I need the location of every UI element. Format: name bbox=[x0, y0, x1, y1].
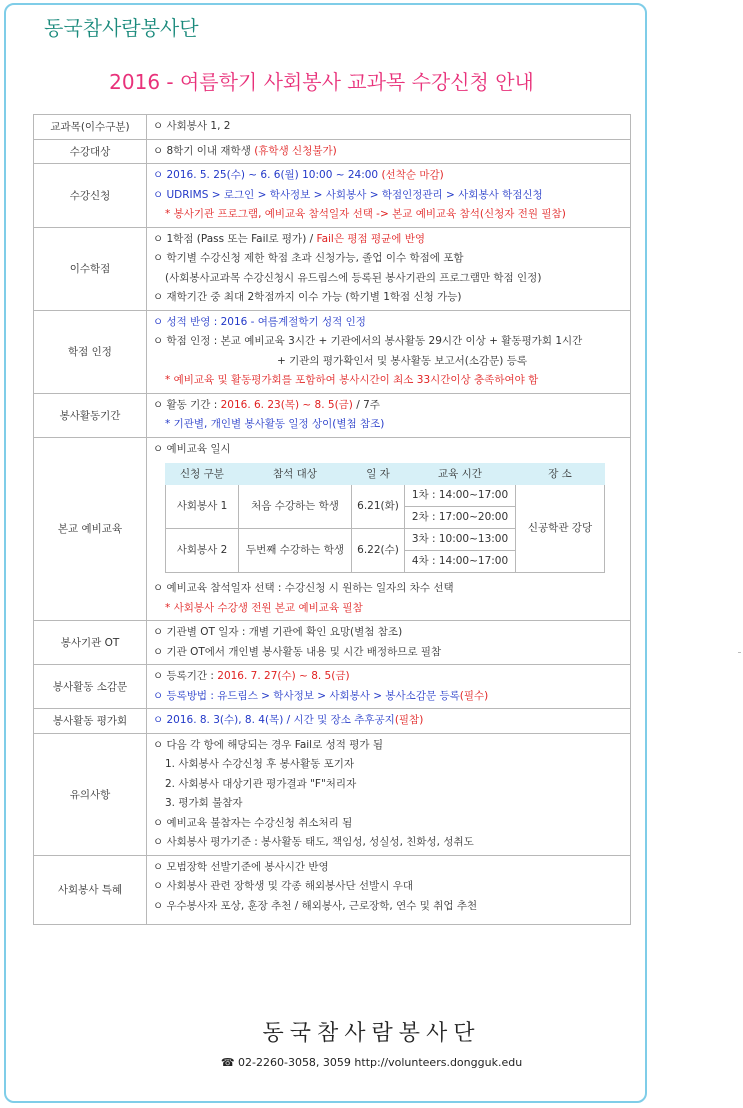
page-title: 2016 - 여름학기 사회봉사 교과목 수강신청 안내 bbox=[109, 70, 534, 94]
telephone-icon: ☎ 02-2260-3058, 3059 http://volunteers.dongguk.edu bbox=[220, 1056, 523, 1069]
schedule-header-row bbox=[166, 464, 605, 485]
decorative-tick bbox=[738, 652, 741, 653]
udrims-path: ㅇ UDRIMS > 로그인 > 학사정보 > 사회봉사 > 학점인정관리 > 사회봉사 학점신청 bbox=[153, 188, 543, 201]
col-header: 장 소 bbox=[516, 464, 605, 485]
row-label: 수강대상 bbox=[34, 139, 147, 164]
table-row: 봉사활동 평가회 ㅇ 2016. 8. 3(수), 8. 4(목) / 시간 및 장소 추후공지(필참) bbox=[34, 709, 631, 734]
table-row: 수강대상 ㅇ 8학기 이내 재학생 (휴학생 신청불가) bbox=[34, 139, 631, 164]
table-row: 봉사활동기간 ㅇ 활동 기간 : 2016. 6. 23(목) ~ 8. 5(금) / 7주 * 기관별, 개인별 봉사활동 일정 상이(별첨 참조) bbox=[34, 393, 631, 437]
col-header: 신청 구분 bbox=[166, 464, 239, 485]
row-label: 수강신청 bbox=[34, 164, 147, 228]
venue: 신공학관 강당 bbox=[516, 485, 605, 573]
org-name-bottom: 동국참사람봉사단 bbox=[262, 1021, 481, 1046]
org-name-top: 동국참사람봉사단 bbox=[44, 16, 199, 40]
table-row: 본교 예비교육 ㅇ 예비교육 일시 신청 구분 참석 대상 일 자 교육 시간 장 소 사회봉사 1 처음 수강하는 학생 6.21(화) 1차 : 14:00~17:00 신공학관 강당 2차 : 17:00~20:00 사회봉사 2 두번째 수강하는 학생 6.22(수) 3차 : 10:00~13:00 4차 : 14:00~17:00 ㅇ 예비교육 참석일자 선택 : 수강신청 시 원하는 일자의 차수 선택 * 사회봉사 수강생 전원 본교 예비교육 필참 bbox=[34, 437, 631, 621]
table-row: 사회봉사 2 두번째 수강하는 학생 6.22(수) 3차 : 10:00~13:00 bbox=[166, 529, 605, 551]
row-label: 이수학점 bbox=[34, 227, 147, 310]
row-label: 봉사활동기간 bbox=[34, 393, 147, 437]
table-row bbox=[34, 115, 631, 140]
table-row: 유의사항 ㅇ 다음 각 항에 해당되는 경우 Fail로 성적 평가 됨 1. 사회봉사 수강신청 후 봉사활동 포기자 2. 사회봉사 대상기관 평가결과 "F"처리자 3. 평가회 불참자 ㅇ 예비교육 불참자는 수강신청 취소처리 됨 ㅇ 사회봉사 평가기준 : 봉사활동 태도, 책임성, 성실성, 친화성, 성취도 bbox=[34, 733, 631, 855]
row-label: 사회봉사 특혜 bbox=[34, 855, 147, 925]
info-table bbox=[33, 114, 631, 925]
row-label: 봉사기관 OT bbox=[34, 621, 147, 665]
row-label: 교과목(이수구분) bbox=[34, 115, 147, 140]
row-label: 봉사활동 소감문 bbox=[34, 665, 147, 709]
col-header: 참석 대상 bbox=[239, 464, 352, 485]
row-label: 본교 예비교육 bbox=[34, 437, 147, 621]
contact-info bbox=[0, 1056, 743, 1069]
col-header: 일 자 bbox=[352, 464, 405, 485]
schedule-table bbox=[165, 463, 605, 573]
table-row: 봉사기관 OT ㅇ 기관별 OT 일자 : 개별 기관에 확인 요망(별첨 참조) ㅇ 기관 OT에서 개인별 봉사활동 내용 및 시간 배정하므로 필참 bbox=[34, 621, 631, 665]
table-row: 봉사활동 소감문 ㅇ 등록기간 : 2016. 7. 27(수) ~ 8. 5(금) ㅇ 등록방법 : 유드림스 > 학사정보 > 사회봉사 > 봉사소감문 등록(필수) bbox=[34, 665, 631, 709]
row-label: 학점 인정 bbox=[34, 310, 147, 393]
table-row: 2차 : 17:00~20:00 bbox=[166, 507, 605, 529]
table-row: 4차 : 14:00~17:00 bbox=[166, 551, 605, 573]
col-header: 교육 시간 bbox=[405, 464, 516, 485]
row-label: 봉사활동 평가회 bbox=[34, 709, 147, 734]
row-label: 유의사항 bbox=[34, 733, 147, 855]
table-row: 사회봉사 특혜 ㅇ 모범장학 선발기준에 봉사시간 반영 ㅇ 사회봉사 관련 장학생 및 각종 해외봉사단 선발시 우대 ㅇ 우수봉사자 포상, 훈장 추천 / 해외봉사, 근로장학, 연수 및 취업 추천 bbox=[34, 855, 631, 925]
course-value: ㅇ 사회봉사 1, 2 bbox=[153, 120, 231, 132]
table-row: 사회봉사 1 처음 수강하는 학생 6.21(화) 1차 : 14:00~17:00 신공학관 강당 bbox=[166, 485, 605, 507]
table-row: 학점 인정 ㅇ 성적 반영 : 2016 - 여름계절학기 성적 인정 ㅇ 학점 인정 : 본교 예비교육 3시간 + 기관에서의 봉사활동 29시간 이상 + 활동평가회 1시간 + 기관의 평가확인서 및 봉사활동 보고서(소감문) 등록 * 예비교육 및 활동평가회를 포함하여 봉사시간이 최소 33시간이상 충족하여야 함 bbox=[34, 310, 631, 393]
table-row: 수강신청 ㅇ 2016. 5. 25(수) ~ 6. 6(월) 10:00 ~ 24:00 (선착순 마감) ㅇ UDRIMS > 로그인 > 학사정보 > 사회봉사 > 학점인정관리 > 사회봉사 학점신청 * 봉사기관 프로그램, 예비교육 참석일자 선택 -> 본교 예비교육 참석(신청자 전원 필참) bbox=[34, 164, 631, 228]
table-row: 이수학점 ㅇ 1학점 (Pass 또는 Fail로 평가) / Fail은 평점 평균에 반영 ㅇ 학기별 수강신청 제한 학점 초과 신청가능, 졸업 이수 학점에 포함 (사회봉사교과목 수강신청시 유드림스에 등록된 봉사기관의 프로그램만 학점 인정) ㅇ 재학기간 중 최대 2학점까지 이수 가능 (학기별 1학점 신청 가능) bbox=[34, 227, 631, 310]
